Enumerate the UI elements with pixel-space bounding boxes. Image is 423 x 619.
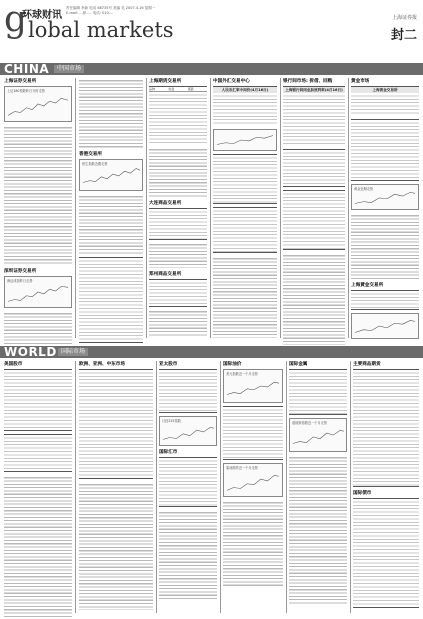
headline-interbank: 银行间市场: 拆借、回购 <box>283 79 333 84</box>
world-col-1 <box>4 361 72 613</box>
sh-gold-chart <box>351 313 419 339</box>
article-text-lines <box>213 256 277 338</box>
gold-detail-table <box>351 119 419 181</box>
masthead <box>4 2 419 60</box>
eu-stocks-table <box>79 369 153 479</box>
sz-index-chart-title: 深证成指昨日走势 <box>7 279 33 283</box>
usd-chart-title: 美元指数近一个月走势 <box>226 372 258 376</box>
article-text-lines <box>79 78 143 148</box>
world-col-2 <box>79 361 153 613</box>
column-divider <box>75 361 76 613</box>
dalian-table <box>149 208 207 240</box>
us-article <box>4 475 72 617</box>
china-col-2 <box>79 78 143 338</box>
sh-gold-line <box>355 320 415 332</box>
table-rows <box>213 208 277 252</box>
article-text-lines <box>351 213 419 279</box>
headline-eu: 欧洲、亚洲、中东市场 <box>79 362 125 367</box>
article-text-lines <box>4 125 72 265</box>
article-text-lines <box>149 242 207 268</box>
article-text-lines <box>79 194 143 254</box>
gold-line <box>355 192 415 203</box>
nikkei-line <box>163 427 214 439</box>
sh-stocks-article <box>4 125 72 265</box>
table-rows <box>149 92 207 144</box>
table-rows <box>159 370 217 412</box>
repo-table <box>283 149 345 187</box>
dji-line <box>293 430 344 443</box>
column-divider <box>146 78 147 338</box>
china-section-band <box>0 63 423 75</box>
zhengzhou-table <box>149 279 207 307</box>
fx-intl-article <box>159 510 217 600</box>
fx-line <box>217 135 273 144</box>
sh-gold-table <box>351 290 419 310</box>
fx-rates-title: 人民币汇率中间价(4月16日) <box>213 87 277 93</box>
headline-zhengzhou: 郑州商品交易所 <box>149 272 182 277</box>
usd-chart <box>223 369 283 403</box>
sz-index-line <box>8 286 68 301</box>
table-rows <box>159 458 217 506</box>
article-text-lines <box>79 482 153 610</box>
interbank-title: 上海银行间同业拆放利率(4月16日) <box>283 87 345 93</box>
dji-chart-title: 道琼斯指数近一个月走势 <box>292 421 328 425</box>
world-col-3 <box>159 361 217 613</box>
col-header: 品种 <box>149 87 156 91</box>
table-rows <box>353 499 419 607</box>
stock-quote-table <box>79 257 143 343</box>
fx-chart <box>213 129 277 151</box>
table-rows <box>149 280 207 306</box>
article-text-lines <box>4 311 72 345</box>
interbank-article <box>283 253 345 345</box>
table-rows <box>79 370 153 478</box>
article-text-lines <box>159 510 217 600</box>
sz-stocks-article <box>4 311 72 345</box>
world-band-subtitle: 国际市场 <box>58 348 88 356</box>
sh-futures-article <box>149 147 207 197</box>
headline-bonds-intl: 国际债市 <box>353 491 372 496</box>
table-rows <box>283 191 345 249</box>
nikkei-chart-title: 日经225指数 <box>162 419 181 423</box>
gold-chart <box>351 184 419 210</box>
us-stocks-table-2 <box>4 434 72 472</box>
logo-letter: g <box>4 0 28 40</box>
article-text-lines <box>283 253 345 345</box>
oil-line <box>227 475 279 490</box>
hk-article <box>79 194 143 254</box>
bond-table <box>283 190 345 250</box>
hk-index-chart <box>79 159 143 191</box>
column-divider <box>75 78 76 338</box>
article-text-lines <box>4 475 72 617</box>
col-header: 涨跌 <box>187 87 194 91</box>
usd-line <box>227 382 279 394</box>
interbank-table <box>283 86 345 146</box>
table-rows <box>353 370 419 486</box>
edition-tag: 上海证券报 <box>391 15 417 21</box>
market-article-1 <box>79 78 143 148</box>
metal-table <box>289 369 347 415</box>
hk-index-line <box>83 168 140 182</box>
world-col-5 <box>289 361 347 613</box>
edition-contact-line: E-mail: ...@..... 电话: 010-... <box>66 11 114 15</box>
column-divider <box>286 361 287 613</box>
table-rows <box>149 209 207 239</box>
headline-gold: 黄金市场 <box>351 79 370 84</box>
china-band-title: CHINA <box>4 62 50 76</box>
table-rows <box>213 155 277 203</box>
table-rows <box>4 435 72 471</box>
gold-table <box>351 86 419 116</box>
column-divider <box>350 361 351 613</box>
us-stocks-table <box>4 369 72 431</box>
fx-detail-table <box>213 154 277 204</box>
dalian-article <box>149 242 207 268</box>
world-section-band <box>0 346 423 358</box>
oil-article <box>223 500 283 588</box>
table-rows <box>351 291 419 309</box>
article-text-lines <box>223 500 283 588</box>
asia-table <box>159 369 217 413</box>
table-rows <box>223 407 283 459</box>
fx-detail-table-2 <box>213 207 277 253</box>
headline-asia: 亚太股市 <box>159 362 178 367</box>
zhengzhou-article <box>149 309 207 337</box>
china-col-6 <box>351 78 419 338</box>
headline-fx-intl: 国际汇市 <box>159 450 178 455</box>
fx-intl-table <box>159 457 217 507</box>
gold-article <box>351 213 419 279</box>
page-label: 封二 <box>390 28 417 43</box>
dji-chart <box>289 418 347 452</box>
column-divider <box>220 361 221 613</box>
article-text-lines <box>289 455 347 605</box>
logo-chinese-title: 环球财讯 <box>22 10 62 21</box>
nikkei-chart <box>159 416 217 446</box>
china-col-5 <box>283 78 345 338</box>
oil-chart <box>223 463 283 497</box>
headline-sh-stocks: 上海证券交易所 <box>4 79 37 84</box>
headline-sh-futures: 上海期货交易所 <box>149 79 182 84</box>
world-band-title: WORLD <box>4 345 57 359</box>
headline-hk: 香港交易所 <box>79 152 102 157</box>
table-rows <box>283 150 345 186</box>
column-divider <box>348 78 349 338</box>
hk-index-chart-title: 恒生指数近期走势 <box>82 162 108 166</box>
commodities-table <box>353 369 419 487</box>
table-rows <box>213 93 277 126</box>
headline-sz-stocks: 深圳证券交易所 <box>4 269 37 274</box>
china-band-subtitle: 中国市场 <box>54 65 84 73</box>
headline-us: 美国股市 <box>4 362 23 367</box>
table-rows <box>289 370 347 414</box>
fx-rates-table <box>213 86 277 126</box>
table-rows <box>351 93 419 116</box>
logo-english-title: lobal markets <box>28 18 174 42</box>
headline-fx: 中国外汇交易中心 <box>213 79 250 84</box>
table-rows <box>351 120 419 180</box>
world-col-4 <box>223 361 283 613</box>
edition-editor-line: 责任编辑 李新 电话 68735号 美编 吴 2007.4.16 星期一 <box>66 6 156 10</box>
headline-dalian: 大连商品交易所 <box>149 201 182 206</box>
gold-table-title: 上海黄金交易所 <box>351 87 419 93</box>
oil-chart-title: 原油期货近一个月走势 <box>226 466 258 470</box>
sh-futures-table <box>149 86 207 144</box>
headline-oil: 国际油价 <box>223 362 242 367</box>
headline-metal: 国际金属 <box>289 362 308 367</box>
sh-index-chart-title: 上证180指数昨日分时走势 <box>7 89 45 93</box>
column-divider <box>280 78 281 338</box>
headline-commodities: 主要商品期货 <box>353 362 381 367</box>
china-col-4 <box>213 78 277 338</box>
edition-info <box>66 6 216 16</box>
table-rows <box>79 258 143 342</box>
table-rows <box>4 370 72 430</box>
headline-sh-gold: 上海黄金交易所 <box>351 283 384 288</box>
fx-article <box>213 256 277 338</box>
oil-table <box>223 406 283 460</box>
china-col-3 <box>149 78 207 338</box>
article-text-lines <box>149 309 207 337</box>
china-col-1 <box>4 78 72 338</box>
sz-index-chart <box>4 276 72 308</box>
sh-index-line <box>8 98 68 115</box>
column-divider <box>156 361 157 613</box>
world-col-6 <box>353 361 419 613</box>
bonds-intl-table <box>353 498 419 608</box>
col-header: 收盘 <box>168 87 175 91</box>
metal-article <box>289 455 347 605</box>
column-divider <box>210 78 211 338</box>
gold-chart-title: 黄金近期走势 <box>354 187 374 191</box>
sh-index-chart <box>4 86 72 122</box>
article-text-lines <box>149 147 207 197</box>
table-rows <box>283 93 345 146</box>
eu-article <box>79 482 153 610</box>
